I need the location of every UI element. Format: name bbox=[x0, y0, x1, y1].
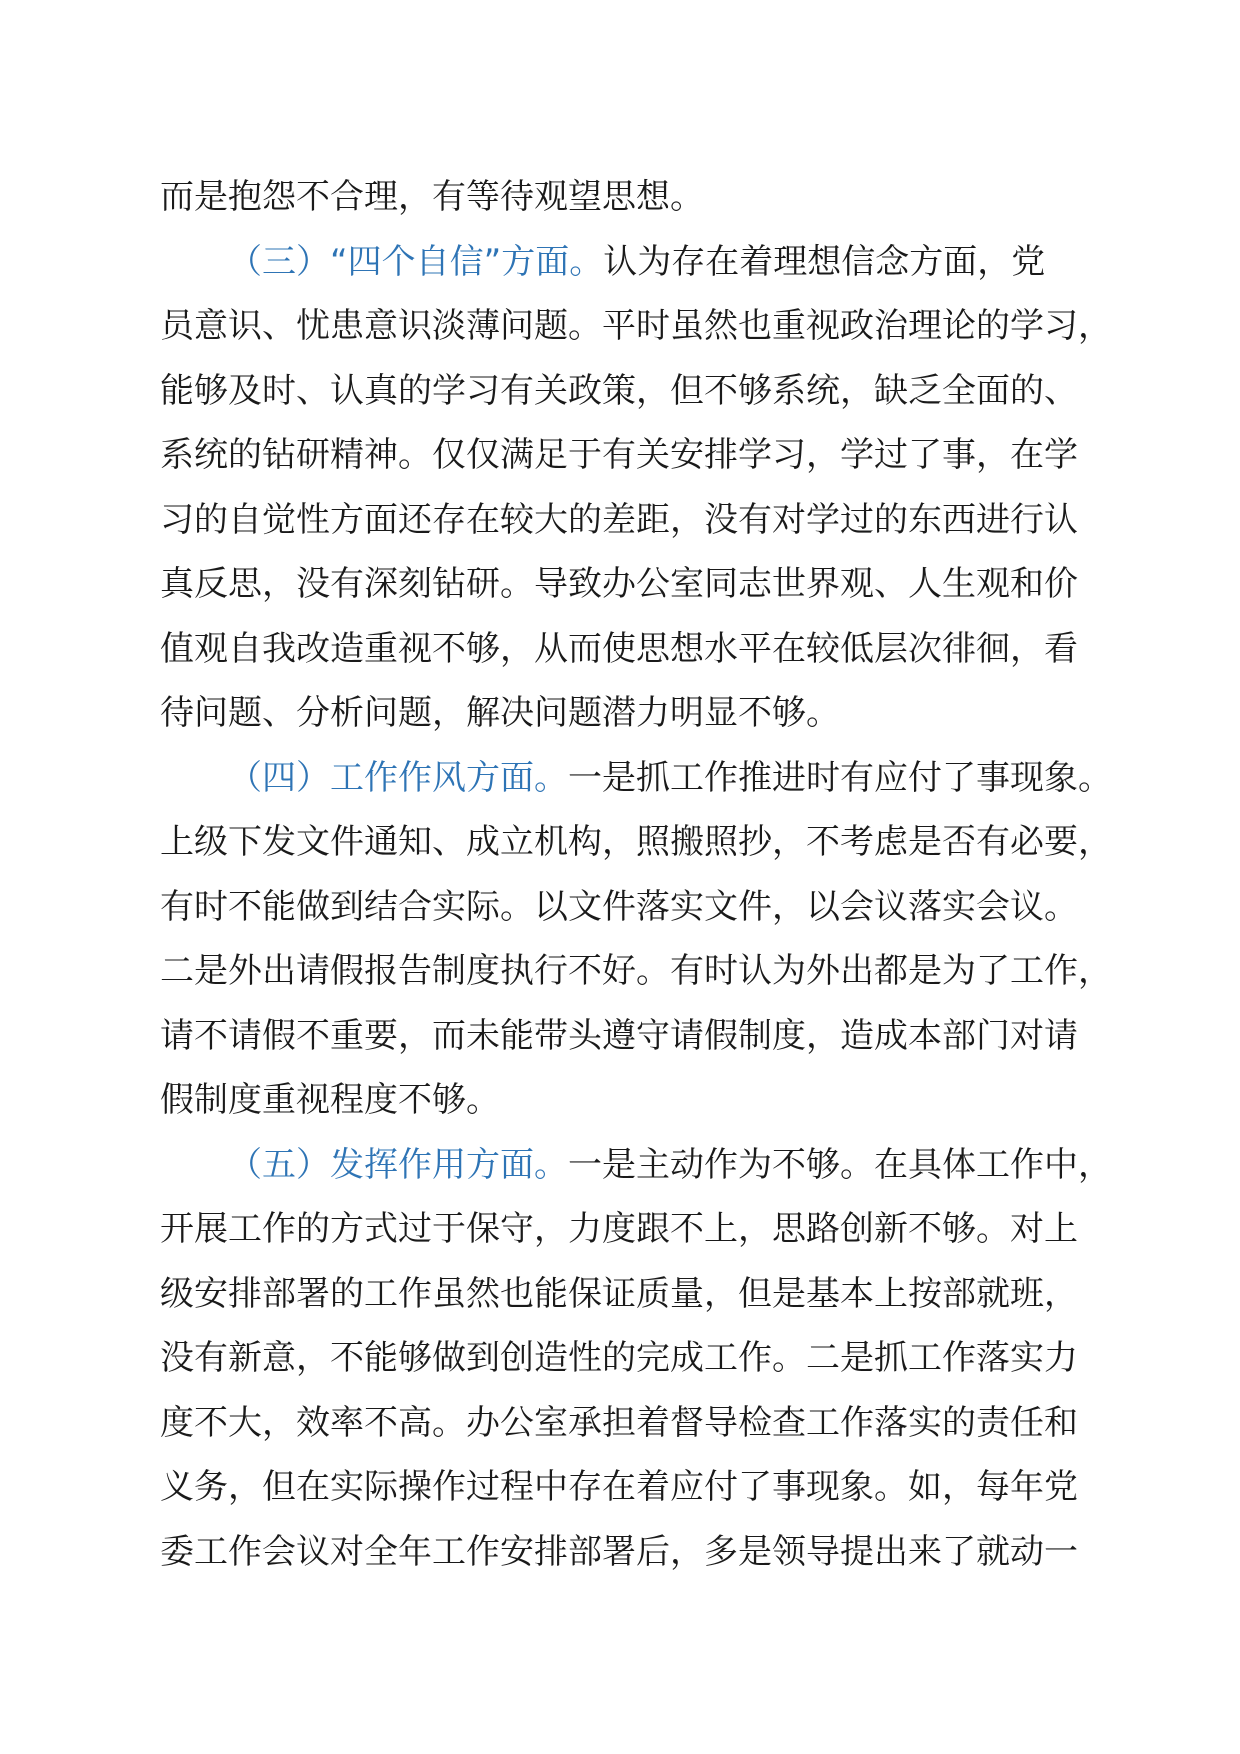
paragraph-line bbox=[160, 617, 1120, 682]
paragraph-line bbox=[160, 875, 1120, 940]
line-text: 二是外出请假报告制度执行不好。有时认为外出都是为了工作， bbox=[160, 951, 1112, 991]
section-heading-line bbox=[160, 1133, 1120, 1198]
section-heading: （四）工作作风方面。 bbox=[228, 757, 568, 798]
line-text: 习的自觉性方面还存在较大的差距，没有对学过的东西进行认 bbox=[160, 499, 1078, 540]
paragraph-line bbox=[160, 423, 1120, 488]
line-text: 假制度重视程度不够。 bbox=[160, 1080, 500, 1120]
paragraph-line bbox=[160, 1262, 1120, 1327]
paragraph-line bbox=[160, 1520, 1120, 1585]
paragraph-line bbox=[160, 939, 1120, 1004]
document-body bbox=[160, 165, 1120, 1584]
line-text: 开展工作的方式过于保守，力度跟不上，思路创新不够。对上 bbox=[160, 1209, 1078, 1249]
paragraph-line bbox=[160, 552, 1120, 617]
line-text: 员意识、忧患意识淡薄问题。平时虽然也重视政治理论的学习， bbox=[160, 306, 1112, 346]
paragraph-line bbox=[160, 488, 1120, 553]
paragraph-line bbox=[160, 165, 1120, 230]
paragraph-line bbox=[160, 1391, 1120, 1456]
paragraph-line bbox=[160, 1197, 1120, 1262]
section-heading-line bbox=[160, 746, 1120, 811]
line-text: 能够及时、认真的学习有关政策，但不够系统，缺乏全面的、 bbox=[160, 370, 1078, 411]
line-text: 系统的钻研精神。仅仅满足于有关安排学习，学过了事，在学 bbox=[160, 435, 1078, 475]
line-text: 认为存在着理想信念方面，党 bbox=[603, 241, 1046, 282]
paragraph-line bbox=[160, 1455, 1120, 1520]
paragraph-line bbox=[160, 294, 1120, 359]
line-text: 级安排部署的工作虽然也能保证质量，但是基本上按部就班， bbox=[160, 1273, 1078, 1314]
line-text: 度不大，效率不高。办公室承担着督导检查工作落实的责任和 bbox=[160, 1402, 1078, 1443]
paragraph-line bbox=[160, 1326, 1120, 1391]
line-text: 真反思，没有深刻钻研。导致办公室同志世界观、人生观和价 bbox=[160, 564, 1078, 604]
line-text: 一是主动作为不够。在具体工作中， bbox=[568, 1144, 1112, 1185]
line-text: 而是抱怨不合理，有等待观望思想。 bbox=[160, 177, 704, 217]
line-text: 上级下发文件通知、成立机构，照搬照抄，不考虑是否有必要， bbox=[160, 822, 1112, 862]
paragraph-line bbox=[160, 359, 1120, 424]
section-heading: （三）“四个自信”方面。 bbox=[228, 241, 604, 282]
line-text: 委工作会议对全年工作安排部署后，多是领导提出来了就动一 bbox=[160, 1531, 1078, 1572]
paragraph-line bbox=[160, 1004, 1120, 1069]
line-text: 一是抓工作推进时有应付了事现象。 bbox=[568, 757, 1112, 798]
line-text: 请不请假不重要，而未能带头遵守请假制度，造成本部门对请 bbox=[160, 1015, 1078, 1056]
paragraph-line bbox=[160, 810, 1120, 875]
paragraph-line bbox=[160, 1068, 1120, 1133]
line-text: 没有新意，不能够做到创造性的完成工作。二是抓工作落实力 bbox=[160, 1338, 1078, 1378]
line-text: 义务，但在实际操作过程中存在着应付了事现象。如，每年党 bbox=[160, 1467, 1078, 1507]
paragraph-line bbox=[160, 681, 1120, 746]
section-heading: （五）发挥作用方面。 bbox=[228, 1144, 568, 1185]
line-text: 有时不能做到结合实际。以文件落实文件，以会议落实会议。 bbox=[160, 886, 1078, 927]
line-text: 待问题、分析问题，解决问题潜力明显不够。 bbox=[160, 693, 840, 733]
section-heading-line bbox=[160, 230, 1120, 295]
line-text: 值观自我改造重视不够，从而使思想水平在较低层次徘徊，看 bbox=[160, 628, 1078, 669]
